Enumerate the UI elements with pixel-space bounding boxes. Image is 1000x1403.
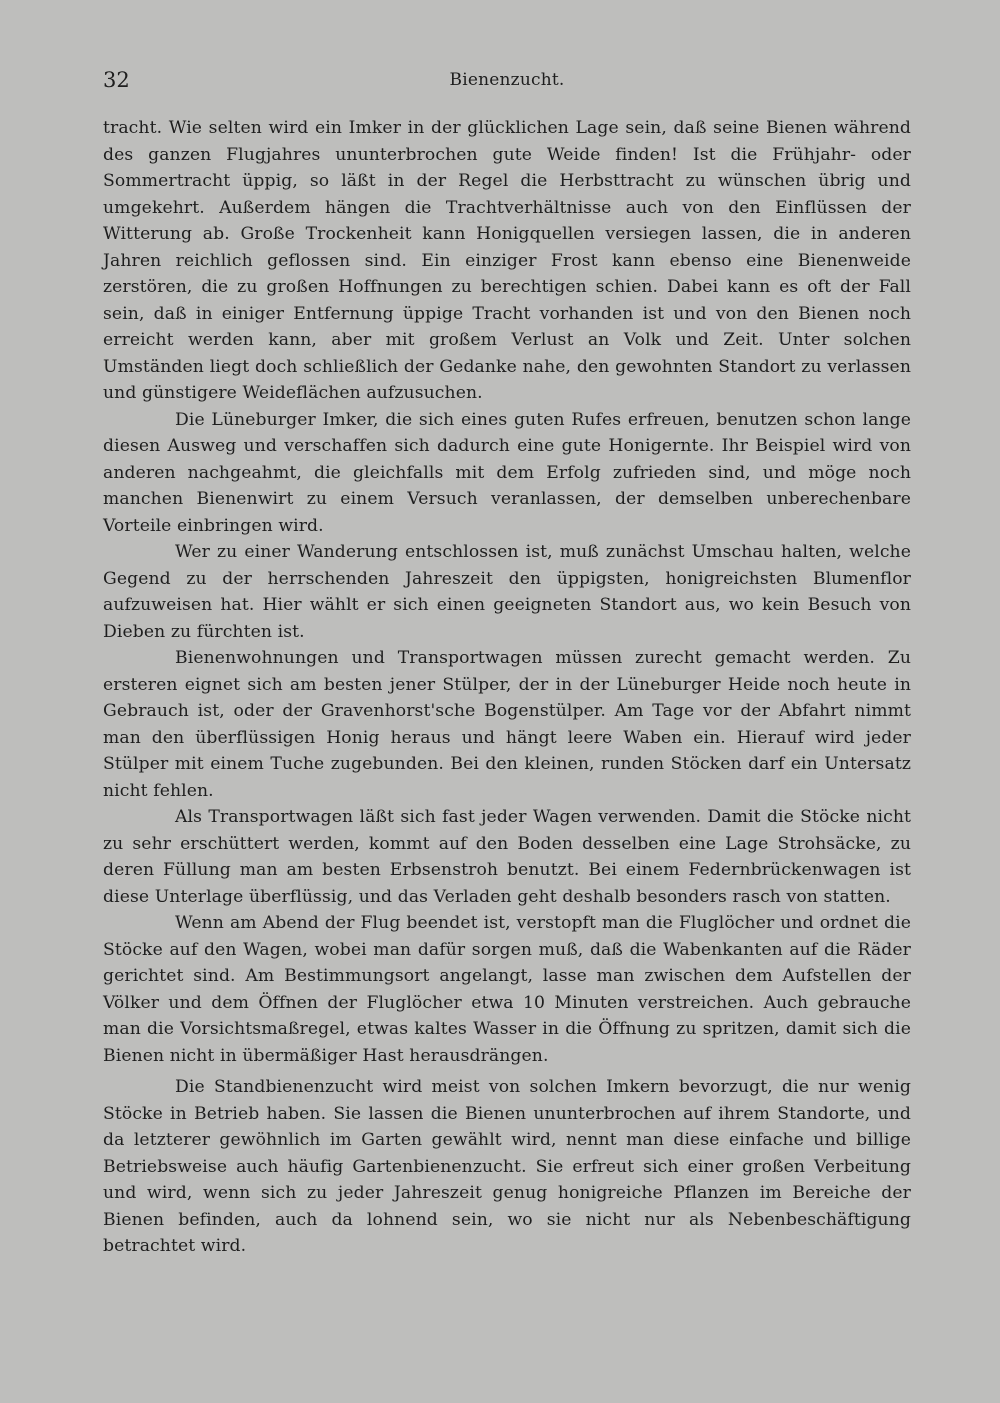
paragraph-lueneburger-imker: Die Lüneburger Imker, die sich eines guten Rufes erfreuen, benutzen schon lange diesen Ausweg und verschaffen sich dadurch eine gute Honigernte. Ihr Beispiel wird von anderen nachgeahmt, die gleichfalls mit dem Erfolg zufrieden sind, und möge noch manchen Bienenwirt zu einem Versuch veranlassen, der demselben unberechenbare Vorteile einbringen wird. <box>103 409 911 536</box>
paragraph-abend-flug: Wenn am Abend der Flug beendet ist, verstopft man die Fluglöcher und ordnet die Stöcke auf den Wagen, wobei man dafür sorgen muß, daß die Wabenkanten auf die Räder gerichtet sind. Am Bestimmungsort angelangt, lasse man zwischen dem Aufstellen der Völker und dem Öffnen der Fluglöcher etwa 10 Minuten verstreichen. Auch gebrauche man die Vorsichtsmaßregel, etwas kaltes Wasser in die Öffnung zu spritzen, damit sich die Bienen nicht in übermäßiger Hast herausdrängen. <box>103 913 911 1066</box>
paragraph-bienenwohnungen: Bienenwohnungen und Transportwagen müssen zurecht gemacht werden. Zu ersteren eignet sich am besten jener Stülper, der in der Lüneburger Heide noch heute in Gebrauch ist, oder der Gravenhorst'sche Bogenstülper. Am Tage vor der Abfahrt nimmt man den überflüssigen Honig heraus und hängt leere Waben ein. Hierauf wird jeder Stülper mit einem Tuche zugebunden. Bei den kleinen, runden Stöcken darf ein Untersatz nicht fehlen. <box>103 648 911 801</box>
page-header <box>103 68 911 98</box>
page-number: 32 <box>103 68 130 92</box>
paragraph-wanderung: Wer zu einer Wanderung entschlossen ist, muß zunächst Umschau halten, welche Gegend zu der herrschenden Jahreszeit den üppigsten, honigreichsten Blumenflor aufzuweisen hat. Hier wählt er sich einen geeigneten Standort aus, wo kein Besuch von Dieben zu fürchten ist. <box>103 542 911 642</box>
running-title: Bienenzucht. <box>449 70 565 90</box>
paragraph-standbienenzucht: Die Standbienenzucht wird meist von solchen Imkern bevorzugt, die nur wenig Stöcke in Betrieb haben. Sie lassen die Bienen ununterbrochen auf ihrem Standorte, und da letzterer gewöhnlich im Garten gewählt wird, nennt man diese einfache und billige Betriebsweise auch häufig Gartenbienenzucht. Sie erfreut sich einer großen Verbeitung und wird, wenn sich zu jeder Jahreszeit genug honigreiche Pflanzen im Bereiche der Bienen befinden, auch da lohnend sein, wo sie nicht nur als Nebenbeschäftigung betrachtet wird. <box>103 1077 911 1256</box>
paragraph-continuation: tracht. Wie selten wird ein Imker in der glücklichen Lage sein, daß seine Bienen während des ganzen Flugjahres ununterbrochen gute Weide finden! Ist die Frühjahr- oder Sommertracht üppig, so läßt in der Regel die Herbsttracht zu wünschen übrig und umgekehrt. Außerdem hängen die Trachtverhältnisse auch von den Einflüssen der Witterung ab. Große Trockenheit kann Honigquellen versiegen lassen, die in anderen Jahren reichlich geflossen sind. Ein einziger Frost kann ebenso eine Bienenweide zerstören, die zu großen Hoffnungen zu berechtigen schien. Dabei kann es oft der Fall sein, daß in einiger Entfernung üppige Tracht vorhanden ist und von den Bienen noch erreicht werden kann, aber mit großem Verlust an Volk und Zeit. Unter solchen Umständen liegt doch schließlich der Gedanke nahe, den gewohnten Standort zu verlassen und günstigere Weideflächen aufzusuchen. <box>103 118 911 403</box>
body-text <box>103 115 911 1260</box>
paragraph-transportwagen: Als Transportwagen läßt sich fast jeder Wagen verwenden. Damit die Stöcke nicht zu sehr erschüttert werden, kommt auf den Boden desselben eine Lage Strohsäcke, zu deren Füllung man am besten Erbsenstroh benutzt. Bei einem Federnbrückenwagen ist diese Unterlage überflüssig, und das Verladen geht deshalb besonders rasch von statten. <box>103 807 911 907</box>
